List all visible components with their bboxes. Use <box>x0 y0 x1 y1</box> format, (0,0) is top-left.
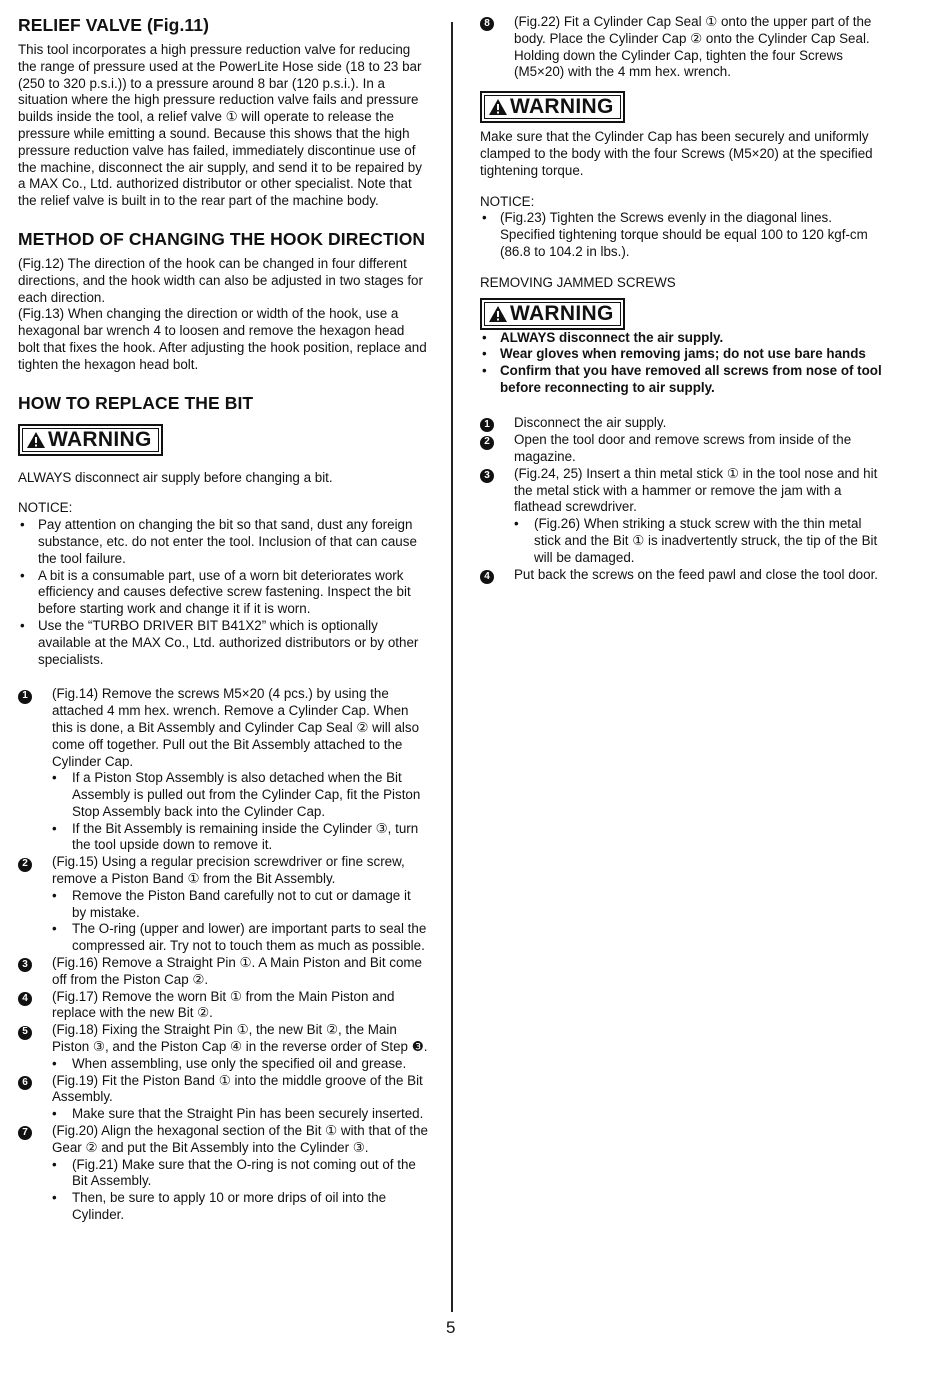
step-item <box>480 432 890 466</box>
warning-triangle-icon <box>488 98 508 116</box>
step-text: Disconnect the air supply. <box>514 414 667 430</box>
hook-paragraph-1: (Fig.12) The direction of the hook can be changed in four different directions, and the hook width can also be adjusted in two stages for each direction. <box>18 255 423 305</box>
sub-bullet-text: If the Bit Assembly is remaining inside the Cylinder ③, turn the tool upside down to remove it. <box>72 820 419 853</box>
step-number-badge: 6 <box>18 1076 32 1090</box>
sub-bullet-item: • (Fig.21) Make sure that the O-ring is not coming out of the Bit Assembly. <box>52 1157 428 1191</box>
cylinder-cap-warning-text: Make sure that the Cylinder Cap has been securely and uniformly clamped to the body with the four Screws (M5×20) at the specified tightening torque. <box>480 129 873 178</box>
warning-label: WARNING <box>510 95 614 119</box>
sub-bullet-item: • Then, be sure to apply 10 or more drips of oil into the Cylinder. <box>52 1190 428 1224</box>
step-number-badge: 8 <box>480 17 494 31</box>
bullet-item: • A bit is a consumable part, use of a worn bit deteriorates work efficiency and causes defective screw fastening. Inspect the bit before starting work and change it if it is worn. <box>18 568 428 618</box>
step-item <box>480 14 890 81</box>
sub-bullet-text: (Fig.21) Make sure that the O-ring is not coming out of the Bit Assembly. <box>72 1156 416 1189</box>
warning-box <box>18 424 163 456</box>
step-number-badge: 4 <box>18 992 32 1006</box>
step-number-badge: 1 <box>480 418 494 432</box>
step-item <box>18 955 428 989</box>
warning-box <box>480 91 625 123</box>
step-item <box>18 1123 428 1157</box>
sub-bullet-item: • (Fig.26) When striking a stuck screw with the thin metal stick and the Bit ① is inadvertently struck, the tip of the Bit will be damaged. <box>514 516 890 566</box>
bit-step-list <box>18 686 428 1224</box>
step-text: (Fig.22) Fit a Cylinder Cap Seal ① onto the upper part of the body. Place the Cylinder Cap ② onto the Cylinder Cap Seal. Holding down the Cylinder Cap, tighten the four Screws (M5×20) with the 4 mm hex. wrench. <box>514 14 872 80</box>
sub-bullet-item: • The O-ring (upper and lower) are important parts to seal the compressed air. Try not to touch them as much as possible. <box>52 921 427 954</box>
bullet-text: Pay attention on changing the bit so that sand, dust any foreign substance, etc. do not enter the tool. Inclusion of that can cause the tool failure. <box>38 517 417 566</box>
step-item <box>480 466 890 516</box>
step-number-badge: 2 <box>18 858 32 872</box>
notice-label: NOTICE: <box>18 500 73 516</box>
step-text: Put back the screws on the feed pawl and close the tool door. <box>514 566 879 582</box>
step-item <box>18 989 428 1023</box>
step-text: (Fig.15) Using a regular precision screwdriver or fine screw, remove a Piston Band ① from the Bit Assembly. <box>52 854 405 887</box>
replace-bit-heading: HOW TO REPLACE THE BIT <box>18 392 254 413</box>
hook-direction-heading: METHOD OF CHANGING THE HOOK DIRECTION <box>18 228 426 249</box>
step-item <box>480 415 890 432</box>
step-item <box>18 854 428 888</box>
sub-bullet-item: • If a Piston Stop Assembly is also detached when the Bit Assembly is pulled out from the Cylinder Cap, fit the Piston Stop Assembly back into the Cylinder Cap. <box>52 770 428 820</box>
bullet-item: • Pay attention on changing the bit so that sand, dust any foreign substance, etc. do not enter the tool. Inclusion of that can cause the tool failure. <box>18 517 428 567</box>
sub-bullet-item: • Remove the Piston Band carefully not to cut or damage it by mistake. <box>52 888 428 922</box>
sub-bullet-text: The O-ring (upper and lower) are important parts to seal the compressed air. Try not to touch them as much as possible. <box>72 921 427 954</box>
sub-bullet-item: • Make sure that the Straight Pin has been securely inserted. <box>52 1106 428 1123</box>
warning-label: WARNING <box>510 301 614 325</box>
step-number-badge: 3 <box>18 958 32 972</box>
relief-valve-heading: RELIEF VALVE (Fig.11) <box>18 15 210 35</box>
sub-bullet-text: When assembling, use only the specified oil and grease. <box>72 1055 407 1071</box>
step-text: (Fig.20) Align the hexagonal section of the Bit ① with that of the Gear ② and put the Bit Assembly into the Cylinder ③. <box>52 1123 429 1155</box>
step-number-badge: 1 <box>18 690 32 704</box>
sub-bullet-text: Make sure that the Straight Pin has been securely inserted. <box>72 1106 424 1122</box>
sub-bullet-item: • If the Bit Assembly is remaining inside the Cylinder ③, turn the tool upside down to remove it. <box>52 821 428 855</box>
bullet-text: A bit is a consumable part, use of a worn bit deteriorates work efficiency and causes defective screw fastening. Inspect the bit before starting work and change it if it is worn. <box>38 567 411 617</box>
hook-paragraph-2: (Fig.13) When changing the direction or width of the hook, use a hexagonal bar wrench 4 to loosen and remove the hexagon head bolt that fixes the hook. After adjusting the hook position, replace and tighten the hexagon head bolt. <box>18 306 427 372</box>
step-number-badge: 3 <box>480 469 494 483</box>
jam-step-list <box>480 415 890 584</box>
notice-item-text: (Fig.23) Tighten the Screws evenly in the diagonal lines. Specified tightening torque should be equal 100 to 120 kgf-cm (86.8 to 104.2 in lbs.). <box>500 210 868 259</box>
bullet-item: • Use the “TURBO DRIVER BIT B41X2” which is optionally available at the MAX Co., Ltd. authorized distributors or by other specialists. <box>18 618 428 668</box>
step-text: (Fig.19) Fit the Piston Band ① into the middle groove of the Bit Assembly. <box>52 1072 423 1105</box>
bullet-text: Confirm that you have removed all screws from nose of tool before reconnecting to air supply. <box>500 363 882 395</box>
warning-label: WARNING <box>48 427 152 451</box>
sub-bullet-text: Remove the Piston Band carefully not to cut or damage it by mistake. <box>72 887 411 920</box>
bit-warning-text: ALWAYS disconnect air supply before changing a bit. <box>18 469 333 485</box>
bullet-item: • Confirm that you have removed all screws from nose of tool before reconnecting to air supply. <box>480 363 890 397</box>
step-text: Open the tool door and remove screws from inside of the magazine. <box>514 432 852 464</box>
warning-triangle-icon <box>488 305 508 323</box>
notice-label: NOTICE: <box>480 193 535 209</box>
step-text: (Fig.18) Fixing the Straight Pin ①, the new Bit ②, the Main Piston ③, and the Piston Cap ④ in the reverse order of Step ❸. <box>52 1022 428 1055</box>
step-text: (Fig.24, 25) Insert a thin metal stick ① in the tool nose and hit the metal stick with a hammer or remove the jam with a flathead screwdriver. <box>514 465 878 515</box>
sub-bullet-text: Then, be sure to apply 10 or more drips of oil into the Cylinder. <box>72 1190 387 1223</box>
bullet-text: ALWAYS disconnect the air supply. <box>500 329 724 345</box>
sub-bullet-text: If a Piston Stop Assembly is also detached when the Bit Assembly is pulled out from the Cylinder Cap, fit the Piston Stop Assembly back into the Cylinder Cap. <box>72 770 421 819</box>
relief-valve-body: This tool incorporates a high pressure reduction valve for reducing the range of pressure used at the PowerLite Hose side (18 to 23 bar (250 to 320 p.s.i.)) to a pressure around 8 bar (120 p.s.i.). In a situation where the high pressure reduction valve fails and pressure builds inside the tool, a relief valve ① will operate to release the pressure while emitting a sound. Because this shows that the high pressure reduction valve has failed, immediately discontinue use of the machine, disconnect the air supply, and send it to be repaired by a MAX Co., Ltd. authorized distributor or other specialist. Note that the relief valve is built in to the rear part of the machine body. <box>18 42 422 209</box>
step-number-badge: 5 <box>18 1026 32 1040</box>
step-item <box>18 686 428 770</box>
step-item <box>18 1073 428 1107</box>
left-column <box>18 14 428 1224</box>
sub-bullet-text: (Fig.26) When striking a stuck screw with the thin metal stick and the Bit ① is inadvertently struck, the tip of the Bit will be damaged. <box>534 516 878 565</box>
notice-item: • (Fig.23) Tighten the Screws evenly in the diagonal lines. Specified tightening torque should be equal 100 to 120 kgf-cm (86.8 to 104.2 in lbs.). <box>480 210 890 260</box>
column-divider <box>451 22 453 1312</box>
step-number-badge: 4 <box>480 570 494 584</box>
step-text: (Fig.17) Remove the worn Bit ① from the Main Piston and replace with the new Bit ②. <box>52 988 395 1021</box>
step-number-badge: 2 <box>480 436 494 450</box>
jammed-screws-heading: REMOVING JAMMED SCREWS <box>480 274 676 290</box>
step-text: (Fig.16) Remove a Straight Pin ①. A Main Piston and Bit come off from the Piston Cap ②. <box>52 955 423 987</box>
bit-notice-list <box>18 517 428 668</box>
warning-box <box>480 298 625 330</box>
step-text: (Fig.14) Remove the screws M5×20 (4 pcs.) by using the attached 4 mm hex. wrench. Remove a Cylinder Cap. When this is done, a Bit Assembly and Cylinder Cap Seal ② will also come off together. Pull out the Bit Assembly attached to the Cylinder Cap. <box>52 686 420 769</box>
bullet-text: Use the “TURBO DRIVER BIT B41X2” which is optionally available at the MAX Co., Ltd. authorized distributors or by other specialists. <box>38 617 419 667</box>
page-number: 5 <box>446 1318 456 1337</box>
warning-triangle-icon <box>26 431 46 449</box>
sub-bullet-item: • When assembling, use only the specified oil and grease. <box>52 1056 428 1073</box>
bullet-item: • Wear gloves when removing jams; do not use bare hands <box>480 346 890 363</box>
right-column <box>480 14 890 584</box>
step-item <box>480 567 890 584</box>
bullet-text: Wear gloves when removing jams; do not use bare hands <box>500 346 866 362</box>
step-item <box>18 1022 428 1056</box>
step-number-badge: 7 <box>18 1126 32 1140</box>
bullet-item: • ALWAYS disconnect the air supply. <box>480 330 890 347</box>
jam-warning-list <box>480 330 890 397</box>
